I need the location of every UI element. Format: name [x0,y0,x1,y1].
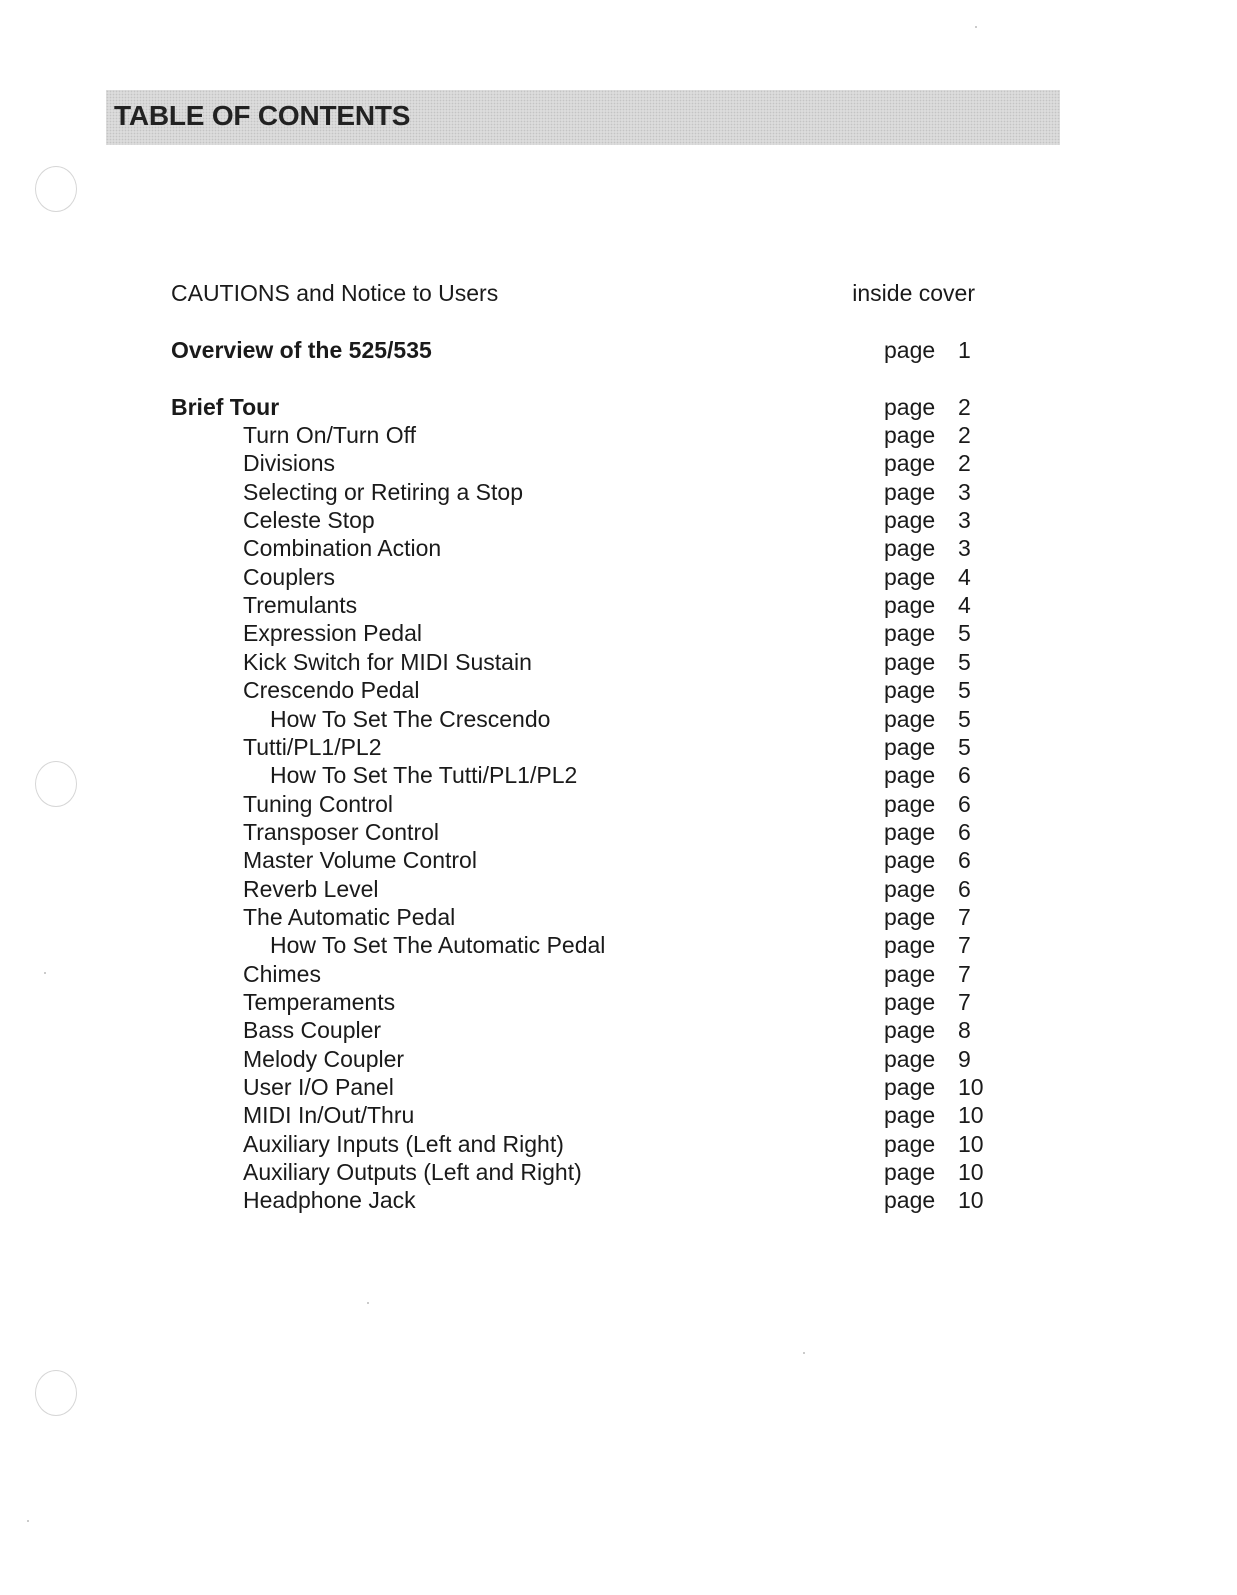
page-word: page [884,450,936,477]
toc-entry[interactable] [0,1131,1237,1159]
scan-speck [367,1302,369,1304]
page-number: 5 [958,620,971,647]
page-word: page [884,1130,936,1157]
toc-entry-title: Auxiliary Outputs (Left and Right) [243,1159,582,1186]
toc-entry-title: Kick Switch for MIDI Sustain [243,648,532,675]
page-number: 2 [958,450,971,477]
page-number: 2 [958,394,971,420]
page-number: 6 [958,790,971,817]
page-word: page [884,1045,936,1072]
page-number: 3 [958,507,971,534]
toc-entry-page [884,734,971,761]
toc-entry[interactable] [0,706,1237,734]
toc-entry[interactable] [0,791,1237,819]
toc-entry-page [884,762,971,789]
page-word: page [884,1159,936,1186]
toc-entry-page [884,1017,971,1044]
page-word: page [884,677,936,704]
toc-entry-title: Auxiliary Inputs (Left and Right) [243,1130,564,1157]
page-number: 10 [958,1102,984,1129]
toc-entry-title: Tutti/PL1/PL2 [243,733,382,760]
page-number: 8 [958,1017,971,1044]
toc-entry-title: Couplers [243,563,336,590]
toc-entry-page [884,337,971,364]
page-number: 6 [958,818,971,845]
page-number: 5 [958,733,971,760]
toc-entry-page [884,479,971,506]
page-word: page [884,563,936,590]
toc-entry-title: Chimes [243,960,321,987]
toc-entry[interactable] [0,677,1237,705]
toc-entry-title: Turn On/Turn Off [243,422,416,448]
toc-entry-title: Tuning Control [243,790,394,817]
binder-hole-top [35,166,77,212]
toc-entry[interactable] [0,507,1237,535]
toc-entry[interactable] [0,904,1237,932]
toc-entry-location: inside cover [852,280,975,306]
page-word: page [884,337,936,363]
toc-entry-title: Headphone Jack [243,1187,416,1214]
toc-entry-title: Selecting or Retiring a Stop [243,478,523,505]
page-number: 9 [958,1045,971,1072]
toc-entry[interactable] [0,1187,1237,1215]
page-number: 5 [958,677,971,704]
header-bar [106,90,1060,145]
toc-entry-title: Master Volume Control [243,847,477,874]
page-word: page [884,422,936,448]
toc-entry[interactable] [0,989,1237,1017]
scan-speck [975,26,977,28]
toc-entry-page [884,1102,984,1129]
toc-entry-title: The Automatic Pedal [243,903,456,930]
toc-entry-title: How To Set The Tutti/PL1/PL2 [270,762,578,789]
page-word: page [884,1187,936,1214]
page-number: 3 [958,478,971,505]
page-number: 10 [958,1187,984,1214]
scan-speck [27,1520,29,1522]
toc-entry-cautions[interactable] [0,280,1237,308]
toc-entry-page [884,564,971,591]
page-number: 10 [958,1159,984,1186]
toc-entry-page [884,961,971,988]
toc-entry-title: User I/O Panel [243,1074,394,1101]
page-word: page [884,592,936,619]
toc-entry-title: Transposer Control [243,818,440,845]
toc-entry[interactable] [0,450,1237,478]
page-title: TABLE OF CONTENTS [114,100,411,131]
toc-entry[interactable] [0,1017,1237,1045]
page-word: page [884,1017,936,1044]
toc-entry-page [884,989,971,1016]
toc-entry-page [884,1074,984,1101]
page-number: 7 [958,932,971,959]
toc-entry[interactable] [0,961,1237,989]
binder-hole-bottom [35,1370,77,1416]
toc-entry-page [884,1131,984,1158]
toc-entry-page [884,535,971,562]
toc-entry-page [884,620,971,647]
toc-entry-page [884,819,971,846]
page-word: page [884,394,936,420]
toc-entry-page [884,1187,984,1214]
page-word: page [884,620,936,647]
page-number: 1 [958,337,971,363]
scan-speck [803,1352,805,1354]
toc-entry-title: Crescendo Pedal [243,677,420,704]
page-word: page [884,648,936,675]
page-number: 4 [958,563,971,590]
toc-entry[interactable] [0,564,1237,592]
page-number: 6 [958,875,971,902]
page-number: 10 [958,1074,984,1101]
toc-entry[interactable] [0,1046,1237,1074]
toc-entry-title: Combination Action [243,535,442,562]
page-word: page [884,847,936,874]
toc-entry-title: Expression Pedal [243,620,422,647]
page-number: 5 [958,648,971,675]
toc-entry[interactable] [0,1159,1237,1187]
toc-entry-page [884,592,971,619]
toc-entry[interactable] [0,876,1237,904]
page-number: 4 [958,592,971,619]
toc-entry-page [884,791,971,818]
toc-entry[interactable] [0,762,1237,790]
page-word: page [884,535,936,562]
page-number: 3 [958,535,971,562]
toc-entry-page [884,847,971,874]
toc-entry-overview[interactable] [0,337,1237,365]
page-word: page [884,960,936,987]
toc-entry-page [884,507,971,534]
toc-entry[interactable] [0,479,1237,507]
page-word: page [884,875,936,902]
toc-entry-page [884,422,971,449]
toc-entry[interactable] [0,592,1237,620]
toc-entry-page [884,904,971,931]
toc-entry-page [884,932,971,959]
toc-entry-title: Reverb Level [243,875,379,902]
page-word: page [884,989,936,1015]
page-word: page [884,818,936,845]
toc-entry-page [884,876,971,903]
page-number: 7 [958,960,971,987]
toc-entry[interactable] [0,422,1237,450]
toc-entry-title: Temperaments [243,989,396,1015]
toc-entry-page [884,1046,971,1073]
page-word: page [884,478,936,505]
toc-entry-title: How To Set The Crescendo [270,705,551,732]
page-number: 2 [958,422,971,448]
toc-entry[interactable] [0,847,1237,875]
page-word: page [884,705,936,732]
page-word: page [884,1074,936,1101]
toc-entry[interactable] [0,535,1237,563]
toc-entry-page [884,450,971,477]
page-word: page [884,762,936,789]
page-word: page [884,932,936,959]
page-number: 10 [958,1130,984,1157]
page-word: page [884,1102,936,1129]
toc-entry[interactable] [0,1074,1237,1102]
toc-entry-page [884,649,971,676]
toc-entry-title: Bass Coupler [243,1017,382,1044]
toc-entry[interactable] [0,1102,1237,1130]
toc-entry[interactable] [0,819,1237,847]
toc-entry-page [884,394,971,421]
page-word: page [884,507,936,534]
toc-entry-title: Tremulants [243,592,358,619]
toc-entry-title: Brief Tour [171,394,280,420]
toc-entry[interactable] [0,620,1237,648]
page-number: 7 [958,989,971,1015]
page-number: 6 [958,762,971,789]
page-word: page [884,733,936,760]
toc-entry-brief-tour[interactable] [0,394,1237,422]
toc-entry-title: Melody Coupler [243,1045,405,1072]
toc-entry[interactable] [0,649,1237,677]
toc-entry[interactable] [0,734,1237,762]
toc-entry-title: MIDI In/Out/Thru [243,1102,415,1129]
page-number: 5 [958,705,971,732]
page-number: 7 [958,903,971,930]
toc-entry-title: Divisions [243,450,336,477]
toc-entry-title: How To Set The Automatic Pedal [270,932,606,959]
toc-entry-page [884,1159,984,1186]
page-word: page [884,790,936,817]
toc-entry[interactable] [0,932,1237,960]
toc-entry-title: Celeste Stop [243,507,375,534]
toc-entry-title: Overview of the 525/535 [171,337,432,363]
toc-entry-page [884,677,971,704]
toc-entry-page [884,706,971,733]
page-number: 6 [958,847,971,874]
page-word: page [884,903,936,930]
toc-entry-title: CAUTIONS and Notice to Users [171,280,499,306]
